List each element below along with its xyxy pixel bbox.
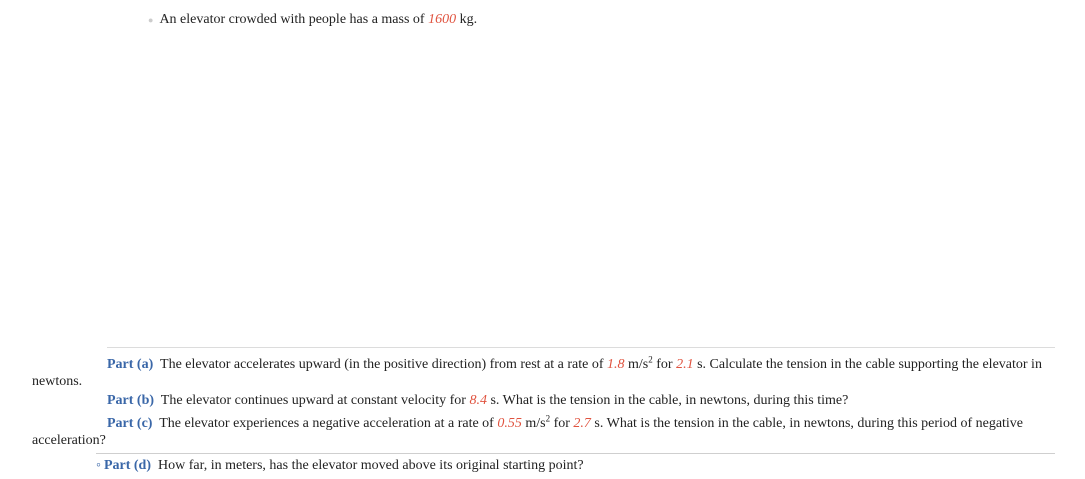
mass-value: 1600 <box>428 12 457 27</box>
part-c-unit-exponent: 2 <box>545 413 551 424</box>
part-a-unit: m/s <box>628 357 649 372</box>
part-a-label[interactable]: Part (a) <box>107 357 154 372</box>
part-c-unit: m/s <box>525 416 546 431</box>
part-a-text: The elevator accelerates upward (in the positive direction) from rest at a rate of <box>160 357 604 372</box>
part-a-unit-exponent: 2 <box>648 354 653 365</box>
part-d-question <box>96 457 1056 474</box>
intro-text-before: An elevator crowded with people has a mass of <box>159 12 425 27</box>
part-b-time-value: 8.4 <box>469 393 487 408</box>
part-a-text-end: s. Calculate the tension in the cable supporting the elevator in newtons. <box>32 357 1042 389</box>
part-b-text-end: s. What is the tension in the cable, in newtons, during this time? <box>490 393 849 408</box>
part-c-question <box>32 415 1052 449</box>
part-d-text: How far, in meters, has the elevator moved above its original starting point? <box>158 458 584 473</box>
bullet-icon: ◦ <box>96 458 101 473</box>
part-b-question <box>32 392 1052 409</box>
part-a-time-value: 2.1 <box>676 357 694 372</box>
part-b-label[interactable]: Part (b) <box>107 393 155 408</box>
part-c-text-end: s. What is the tension in the cable, in newtons, during this period of negative acceleration? <box>32 416 1024 448</box>
part-d-label[interactable]: Part (d) <box>103 458 152 473</box>
problem-figure-area <box>110 34 1070 334</box>
part-a-question <box>32 356 1052 390</box>
part-c-text-for: for <box>553 416 570 431</box>
part-a-acceleration-value: 1.8 <box>607 357 625 372</box>
part-c-time-value: 2.7 <box>573 416 591 431</box>
part-b-text: The elevator continues upward at constant velocity for <box>160 393 466 408</box>
part-c-label[interactable]: Part (c) <box>107 416 153 431</box>
intro-text-after: kg. <box>459 12 478 27</box>
part-a-text-for: for <box>656 357 673 372</box>
problem-statement <box>148 12 477 28</box>
bullet-icon: ● <box>148 14 154 25</box>
divider-line <box>107 347 1055 348</box>
part-c-text: The elevator experiences a negative acceleration at a rate of <box>159 416 494 431</box>
part-d-divider <box>96 453 1055 454</box>
part-c-acceleration-value: 0.55 <box>497 416 522 431</box>
